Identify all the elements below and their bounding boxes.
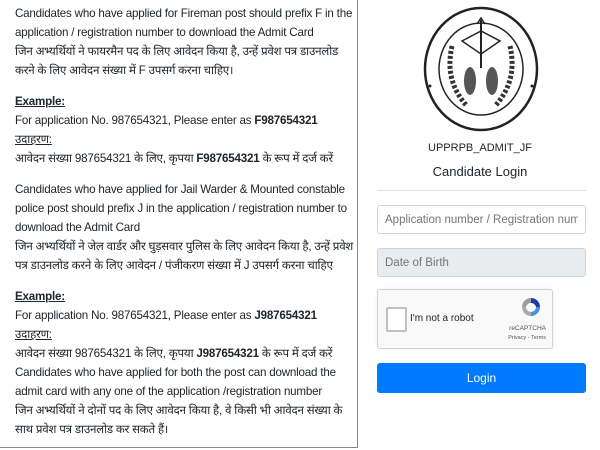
jail-warder-instruction-hi: जिन अभ्यर्थियों ने जेल वार्डर और घुड़सवार पुलिस के लिए आवेदन किया है, उन्हें प्रवेश पत्र डाउनलोड करने के लिए आवेदन / पंजीकरण संख्या में J उपसर्ग करना चाहिए	[15, 240, 354, 272]
hindi-example-line: आवेदन संख्या 987654321 के लिए, कृपया J987654321 के रूप में दर्ज करें	[15, 347, 333, 360]
example-heading: Example:	[15, 290, 65, 303]
application-number-input[interactable]	[377, 205, 586, 234]
recaptcha-label: I'm not a robot	[410, 313, 474, 324]
fireman-instruction-en: Candidates who have applied for Fireman post should prefix F in the application / registration number to download the Admit Card	[15, 7, 353, 39]
hindi-example-heading: उदाहरण:	[15, 328, 52, 341]
hindi-example-heading: उदाहरण:	[15, 133, 52, 146]
date-of-birth-input[interactable]	[377, 248, 586, 277]
example-line: For application No. 987654321, Please enter as F987654321	[15, 114, 318, 127]
hindi-example-line: आवेदन संख्या 987654321 के लिए, कृपया F987654321 के रूप में दर्ज करें	[15, 152, 333, 165]
recaptcha-logo-icon	[520, 296, 542, 320]
portal-code: UPPRPB_ADMIT_JF	[428, 142, 532, 154]
login-button[interactable]: Login	[377, 363, 586, 393]
fireman-instruction-hi: जिन अभ्यर्थियों ने फायरमैन पद के लिए आवेदन किया है, उन्हें प्रवेश पत्र डाउनलोड करने के लिए आवेदन संख्या में F उपसर्ग करना चाहिए।	[15, 45, 339, 77]
example-heading: Example:	[15, 95, 65, 108]
recaptcha-widget	[377, 289, 553, 349]
recaptcha-privacy-terms-link[interactable]: Privacy - Terms	[508, 335, 546, 341]
both-posts-instruction-en: Candidates who have applied for both the post can download the admit card with any one of the application /registration number	[15, 366, 336, 398]
login-title: Candidate Login	[432, 164, 528, 179]
jail-warder-instruction-en: Candidates who have applied for Jail Warder & Mounted constable police post should prefix J in the application / registration number to download the Admit Card	[15, 183, 347, 234]
divider	[377, 190, 587, 191]
recaptcha-checkbox[interactable]	[386, 307, 407, 332]
upprpb-logo-emblem	[422, 6, 540, 132]
login-panel	[360, 0, 600, 450]
both-posts-instruction-hi: जिन अभ्यर्थियों ने दोनों पद के लिए आवेदन किया है, वे किसी भी आवेदन संख्या के साथ प्रवेश पत्र डाउनलोड कर सकते हैं।	[15, 404, 343, 436]
recaptcha-brand: reCAPTCHA	[509, 325, 546, 332]
example-line: For application No. 987654321, Please enter as J987654321	[15, 309, 317, 322]
